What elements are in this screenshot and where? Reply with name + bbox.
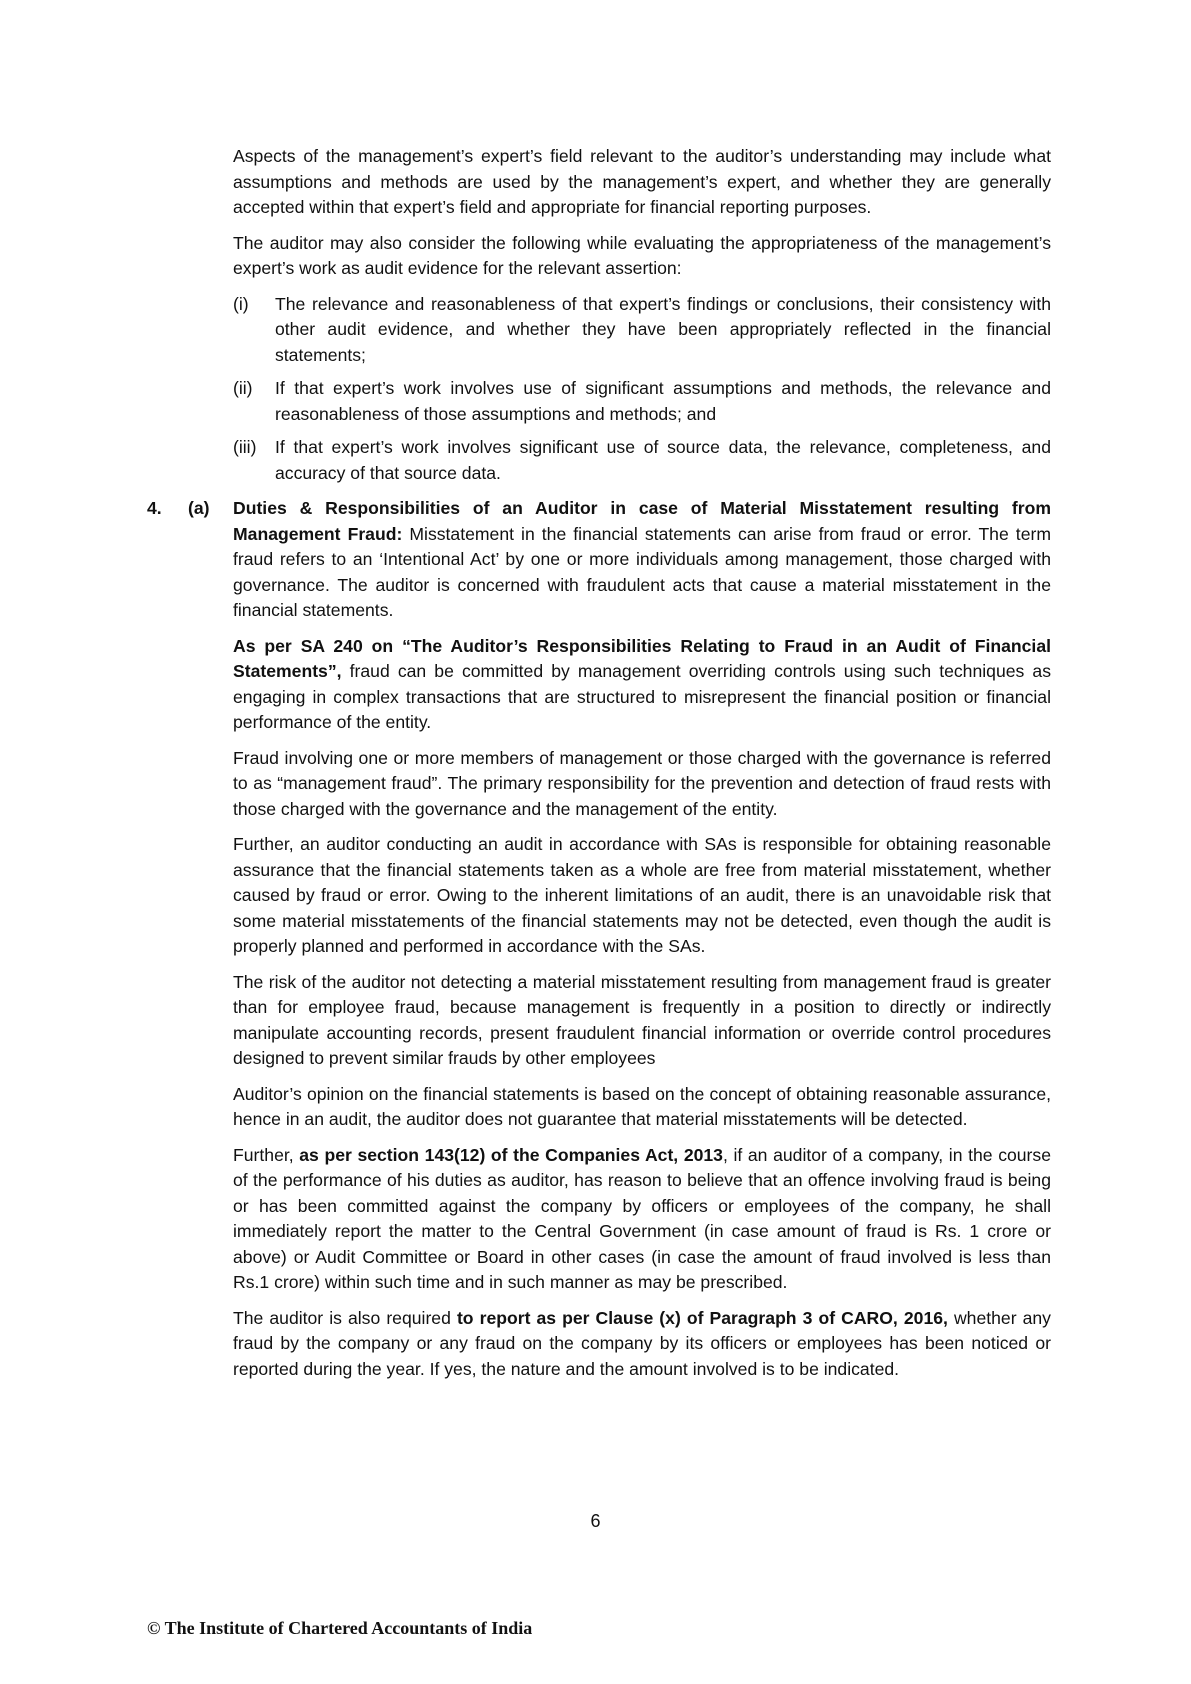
question-number: 4. — [147, 498, 162, 518]
question-heading-text: Misstatement in the financial statements can arise from fraud or error. The term fraud refers to an ‘Intentional Act’ by one or more individuals among management, those charged with governance. The auditor is concerned with fraudulent acts that cause a material misstatement in the financial statements. — [233, 523, 1051, 620]
sa240-text: fraud can be committed by management overriding controls using such techniques as engaging in complex transactions that are structured to misrepresent the financial position or financial performance of the entity. — [233, 661, 1051, 732]
page-number: 6 — [590, 1511, 601, 1531]
copyright-footer: © The Institute of Chartered Accountants of India — [147, 1618, 533, 1638]
caro-reference: to report as per Clause (x) of Paragraph 3 of CARO, 2016, — [456, 1307, 948, 1328]
p7-text: , if an auditor of a company, in the course of the performance of his duties as auditor, has reason to believe that an offence involving fraud is being or has been committed against the company by officers or employees of the company, he shall immediately report the matter to the Central Government (in case amount of fraud is Rs. 1 crore or above) or Audit Committee or Board in other cases (in case the amount of fraud involved is less than Rs.1 crore) within such time and in such manner as may be prescribed. — [233, 1144, 1051, 1292]
sa240-reference: As per SA 240 on “The Auditor’s Responsibilities Relating to Fraud in an Audit of Financial Statements”, — [233, 635, 1051, 681]
question-paragraph-8 — [233, 1306, 1051, 1383]
list-item — [233, 435, 1051, 486]
question-paragraph-6: Auditor’s opinion on the financial statements is based on the concept of obtaining reasonable assurance, hence in an audit, the auditor does not guarantee that material misstatements will be detected. — [233, 1083, 1051, 1129]
list-item — [233, 376, 1051, 427]
question-paragraph-1 — [233, 496, 1051, 624]
question-4a — [147, 496, 1051, 1382]
question-heading: Duties & Responsibilities of an Auditor in case of Material Misstatement resulting from Management Fraud: — [233, 498, 1051, 544]
question-paragraph-3: Fraud involving one or more members of management or those charged with the governance is referred to as “management fraud”. The primary responsibility for the prevention and detection of fraud rests with those charged with the governance and the management of the entity. — [233, 747, 1051, 819]
list-item-number: (ii) — [233, 378, 253, 398]
list-item-text: If that expert’s work involves significant use of source data, the relevance, completeness, and accuracy of that source data. — [275, 437, 1051, 483]
intro-paragraph-2: The auditor may also consider the following while evaluating the appropriateness of the management’s expert’s work as audit evidence for the relevant assertion: — [233, 232, 1051, 278]
question-paragraph-5: The risk of the auditor not detecting a material misstatement resulting from management fraud is greater than for employee fraud, because management is frequently in a position to directly or indirectly manipulate accounting records, present fraudulent financial information or override control procedures designed to prevent similar frauds by other employees — [233, 971, 1051, 1068]
companies-act-reference: as per section 143(12) of the Companies Act, 2013 — [299, 1144, 723, 1165]
p7-lead: Further, — [233, 1144, 300, 1165]
question-paragraph-4: Further, an auditor conducting an audit in accordance with SAs is responsible for obtaining reasonable assurance that the financial statements taken as a whole are free from material misstatement, whether caused by fraud or error. Owing to the inherent limitations of an audit, there is an unavoidable risk that some material misstatements of the financial statements may not be detected, even though the audit is properly planned and performed in accordance with the SAs. — [233, 834, 1051, 956]
list-item-number: (iii) — [233, 437, 257, 457]
p8-text: whether any fraud by the company or any fraud on the company by its officers or employees has been noticed or reported during the year. If yes, the nature and the amount involved is to be indicated. — [233, 1307, 1051, 1379]
page-content — [147, 144, 1051, 1392]
list-item-text: If that expert’s work involves use of significant assumptions and methods, the relevance and reasonableness of those assumptions and methods; and — [275, 378, 1051, 424]
list-item-text: The relevance and reasonableness of that expert’s findings or conclusions, their consistency with other audit evidence, and whether they have been appropriately reflected in the financial statements; — [275, 293, 1051, 365]
list-item-number: (i) — [233, 293, 249, 314]
question-paragraph-2 — [233, 634, 1051, 736]
p8-lead: The auditor is also required — [233, 1307, 457, 1328]
question-sub-label: (a) — [188, 498, 210, 518]
list-item — [233, 292, 1051, 369]
intro-paragraph-1: Aspects of the management’s expert’s field relevant to the auditor’s understanding may include what assumptions and methods are used by the management’s expert, and whether they are generally accepted within that expert’s field and appropriate for financial reporting purposes. — [233, 146, 1051, 217]
question-paragraph-7 — [233, 1143, 1051, 1296]
criteria-list — [233, 292, 1051, 487]
